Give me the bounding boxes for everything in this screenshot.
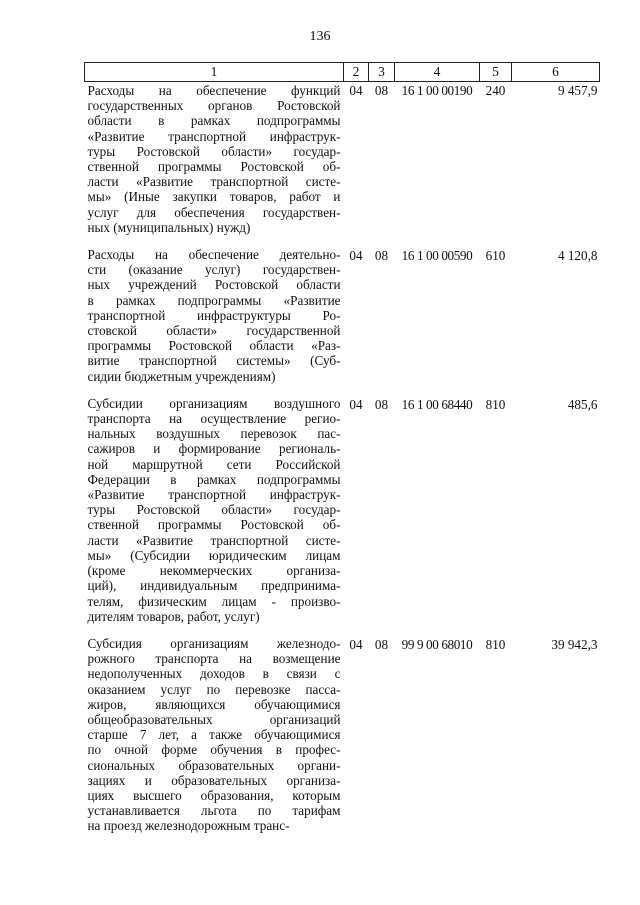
row-amount: 9 457,9 [557, 83, 598, 98]
description-line: ций), индивидуальным предпринима- [87, 578, 341, 594]
description-line: зациях и образовательных организа- [87, 772, 341, 788]
description-line: нальных воздушных перевозок пас- [87, 426, 341, 442]
row-expense-type: 810 [485, 636, 506, 652]
description-line: общеобразовательных организаций [87, 711, 341, 727]
row-expense-type: 810 [485, 396, 506, 412]
header-col-4: 4 [395, 63, 480, 82]
table-row [85, 82, 600, 236]
row-spacer-cell [85, 384, 600, 396]
description-line: Федерации в рамках подпрограммы [87, 471, 341, 487]
description-line: Расходы на обеспечение деятельно- [87, 247, 341, 263]
description-line: сидии бюджетным учреждениям) [87, 368, 276, 384]
row-section-code: 04 [349, 396, 363, 412]
description-line: на проезд железнодорожным транс- [87, 818, 290, 834]
description-line: циях высшего образования, которым [87, 787, 341, 803]
table-header-row [85, 63, 600, 82]
description-line: услуг для обеспечения государствен- [87, 204, 341, 220]
row-subsection-code: 08 [374, 396, 389, 412]
description-line: ласти «Развитие транспортной систе- [87, 532, 341, 548]
row-section-code: 04 [349, 248, 363, 264]
row-expense-type: 240 [485, 83, 506, 98]
description-line: оказанием услуг по перевозке пасса- [87, 681, 341, 697]
description-line: устанавливается льгота по тарифам [87, 803, 341, 819]
table-row [85, 247, 600, 384]
description-line: Субсидия организациям железнодо- [87, 635, 341, 651]
page-number: 136 [309, 29, 331, 44]
description-line: ственной программы Ростовской об- [87, 517, 341, 533]
row-amount: 39 942,3 [551, 636, 598, 652]
row-target-article: 16 1 00 00190 [401, 83, 473, 98]
row-amount: 485,6 [567, 396, 598, 412]
header-col-1: 1 [85, 63, 344, 82]
description-line: «Развитие транспортной инфраструк- [87, 128, 341, 144]
description-line: области в рамках подпрограммы [87, 113, 341, 129]
description-line: мы» (Субсидии юридическим лицам [87, 547, 341, 563]
budget-table [84, 62, 600, 834]
header-col-2: 2 [344, 63, 369, 82]
description-line: (кроме некоммерческих организа- [87, 563, 341, 579]
row-description [85, 247, 344, 384]
description-line: сиональных образовательных органи- [87, 757, 341, 773]
table-body [85, 82, 600, 834]
description-line: программы Ростовской области «Раз- [87, 338, 341, 354]
description-line: ственной программы Ростовской об- [87, 159, 341, 175]
row-subsection-code: 08 [374, 248, 389, 264]
row-section-code: 04 [349, 636, 363, 652]
description-line: стовской области» государственной [87, 323, 341, 339]
table-row [85, 396, 600, 624]
description-line: ной маршрутной сети Российской [87, 456, 341, 472]
header-col-3: 3 [369, 63, 395, 82]
description-line: Субсидии организациям воздушного [87, 395, 341, 411]
description-line: туры Ростовской области» государ- [87, 502, 341, 518]
description-line: мы» (Иные закупки товаров, работ и [87, 189, 341, 205]
description-line: рожного транспорта на возмещение [87, 651, 341, 667]
description-line: сажиров и формирование региональ- [87, 441, 341, 457]
row-spacer-cell [85, 624, 600, 636]
description-line: дителям товаров, работ, услуг) [87, 608, 260, 624]
description-line: жиров, являющихся обучающимися [87, 696, 341, 712]
row-description [85, 82, 344, 236]
row-amount: 4 120,8 [557, 248, 598, 264]
description-line: государственных органов Ростовской [87, 98, 341, 114]
description-line: недополученных доходов в связи с [87, 666, 341, 682]
description-line: ных (муниципальных) нужд) [87, 219, 251, 235]
description-line: телям, физическим лицам - произво- [87, 593, 341, 609]
description-line: «Развитие транспортной инфраструк- [87, 487, 341, 503]
row-subsection-code: 08 [374, 83, 389, 98]
description-line: ласти «Развитие транспортной систе- [87, 174, 341, 190]
row-spacer-cell [85, 235, 600, 247]
row-spacer [85, 624, 600, 636]
description-line: транспорта на осуществление регио- [87, 411, 341, 427]
row-section-code: 04 [349, 83, 363, 98]
table-row [85, 636, 600, 834]
row-target-article: 16 1 00 00590 [401, 248, 473, 264]
description-line: в рамках подпрограммы «Развитие [87, 292, 341, 308]
description-line: Расходы на обеспечение функций [87, 83, 341, 98]
row-target-article: 16 1 00 68440 [401, 396, 473, 412]
row-description [85, 396, 344, 624]
row-description [85, 636, 344, 834]
description-line: старше 7 лет, а также обучающимися [87, 727, 341, 743]
row-subsection-code: 08 [374, 636, 389, 652]
row-spacer [85, 384, 600, 396]
row-spacer [85, 235, 600, 247]
header-col-5: 5 [480, 63, 512, 82]
row-expense-type: 610 [485, 248, 506, 264]
description-line: туры Ростовской области» государ- [87, 143, 341, 159]
header-col-6: 6 [512, 63, 600, 82]
description-line: транспортной инфраструктуры Ро- [87, 307, 341, 323]
description-line: ных учреждений Ростовской области [87, 277, 341, 293]
description-line: сти (оказание услуг) государствен- [87, 262, 341, 278]
row-target-article: 99 9 00 68010 [401, 636, 473, 652]
description-line: по очной форме обучения в профес- [87, 742, 341, 758]
description-line: витие транспортной системы» (Суб- [87, 353, 341, 369]
